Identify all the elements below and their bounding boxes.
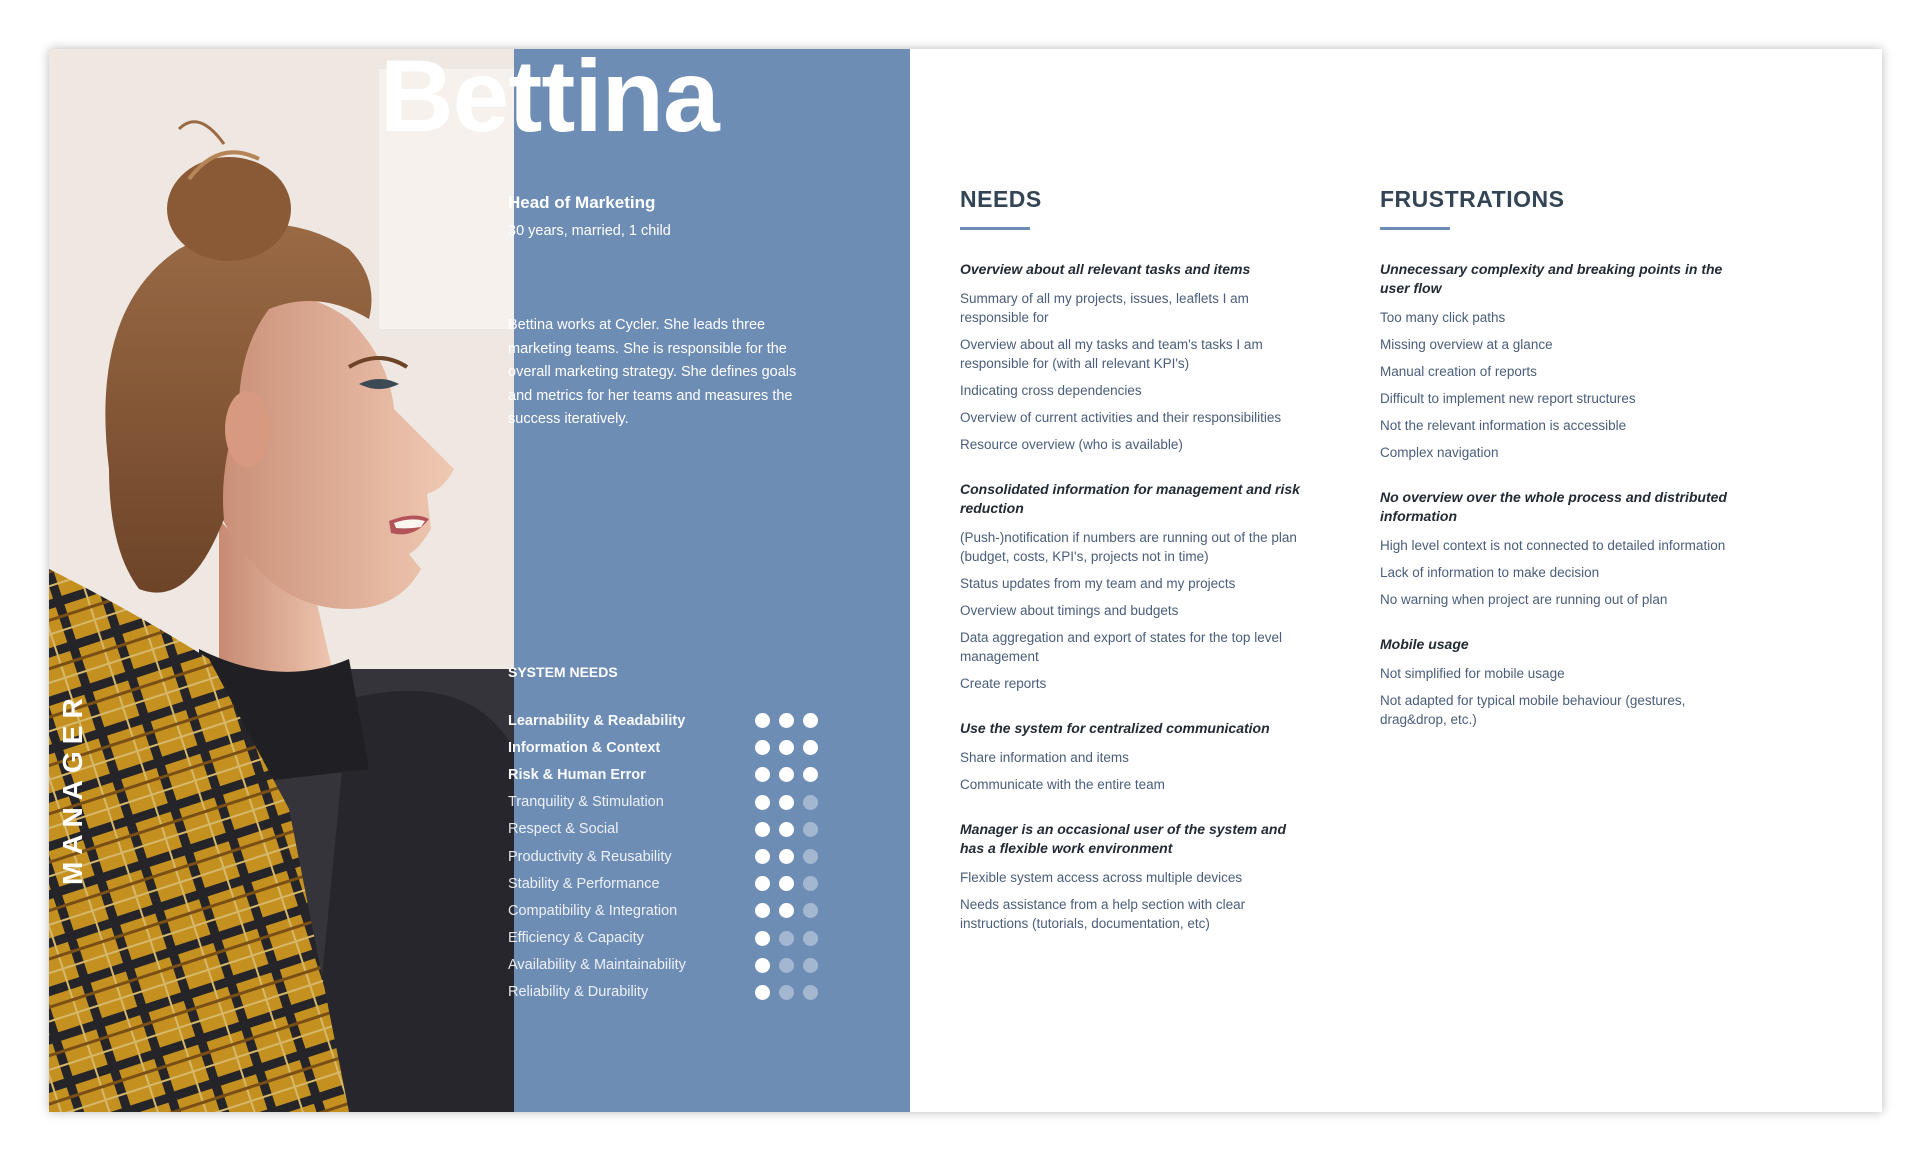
- frustrations-item: No warning when project are running out of plan: [1380, 592, 1668, 607]
- needs-item: Flexible system access across multiple devices: [960, 870, 1243, 885]
- system-need-label: Information & Context: [508, 739, 661, 756]
- frustrations-group-title: Unnecessary complexity and breaking points in the user flow: [1380, 261, 1723, 296]
- rating-dot-empty: [803, 822, 818, 837]
- rating-dot-filled: [755, 822, 770, 837]
- system-need-row: [508, 925, 818, 952]
- system-need-rating: [755, 985, 818, 1000]
- rating-dot-filled: [755, 767, 770, 782]
- needs-heading-underline: [960, 227, 1030, 230]
- rating-dot-filled: [803, 740, 818, 755]
- needs-item: (Push-)notification if numbers are running out of the plan (budget, costs, KPI's, projects not in time): [960, 530, 1297, 564]
- rating-dot-empty: [803, 876, 818, 891]
- frustrations-group-title: Mobile usage: [1380, 636, 1469, 652]
- system-need-label: Learnability & Readability: [508, 712, 686, 729]
- needs-group: [960, 820, 1310, 933]
- rating-dot-empty: [803, 795, 818, 810]
- needs-item: Resource overview (who is available): [960, 437, 1183, 452]
- frustrations-item: Complex navigation: [1380, 445, 1499, 460]
- system-need-row: [508, 707, 818, 734]
- rating-dot-filled: [779, 713, 794, 728]
- frustrations-item: Too many click paths: [1380, 310, 1506, 325]
- rating-dot-filled: [779, 849, 794, 864]
- needs-group-title: Use the system for centralized communication: [960, 720, 1270, 736]
- frustrations-heading-underline: [1380, 227, 1450, 230]
- frustrations-item: Difficult to implement new report structures: [1380, 391, 1636, 406]
- rating-dot-filled: [755, 713, 770, 728]
- system-need-label: Productivity & Reusability: [508, 848, 672, 865]
- needs-item: Data aggregation and export of states for the top level management: [960, 630, 1282, 664]
- needs-group: [960, 719, 1310, 794]
- system-need-row: [508, 761, 818, 788]
- frustrations-item: Not simplified for mobile usage: [1380, 666, 1565, 681]
- needs-item: Summary of all my projects, issues, leaflets I am responsible for: [960, 291, 1249, 325]
- system-need-rating: [755, 767, 818, 782]
- rating-dot-empty: [779, 931, 794, 946]
- needs-column: [960, 186, 1310, 959]
- rating-dot-filled: [755, 740, 770, 755]
- needs-group: [960, 480, 1310, 693]
- system-need-rating: [755, 822, 818, 837]
- rating-dot-filled: [755, 795, 770, 810]
- system-need-row: [508, 897, 818, 924]
- rating-dot-empty: [779, 985, 794, 1000]
- system-need-rating: [755, 740, 818, 755]
- persona-role-label: MANAGER: [57, 691, 88, 885]
- rating-dot-filled: [779, 740, 794, 755]
- system-need-row: [508, 734, 818, 761]
- persona-demographics: 30 years, married, 1 child: [508, 223, 671, 239]
- system-need-row: [508, 870, 818, 897]
- system-need-label: Efficiency & Capacity: [508, 930, 644, 947]
- persona-photo: [49, 49, 514, 1112]
- system-need-row: [508, 952, 818, 979]
- system-need-row: [508, 843, 818, 870]
- frustrations-item: Not the relevant information is accessible: [1380, 418, 1627, 433]
- rating-dot-filled: [755, 876, 770, 891]
- frustrations-column: [1380, 186, 1730, 755]
- system-need-row: [508, 789, 818, 816]
- needs-item: Create reports: [960, 676, 1047, 691]
- system-need-label: Compatibility & Integration: [508, 902, 678, 919]
- rating-dot-filled: [779, 903, 794, 918]
- rating-dot-empty: [803, 849, 818, 864]
- frustrations-group: [1380, 488, 1730, 609]
- rating-dot-empty: [803, 903, 818, 918]
- rating-dot-filled: [755, 958, 770, 973]
- system-need-rating: [755, 795, 818, 810]
- rating-dot-filled: [779, 822, 794, 837]
- needs-heading: NEEDS: [960, 186, 1042, 212]
- rating-dot-empty: [803, 931, 818, 946]
- frustrations-group: [1380, 635, 1730, 729]
- system-need-label: Availability & Maintainability: [508, 957, 686, 974]
- frustrations-item: Not adapted for typical mobile behaviour (gestures, drag&drop, etc.): [1380, 693, 1686, 727]
- needs-item: Overview about all my tasks and team's tasks I am responsible for (with all relevant KPI's): [960, 337, 1263, 371]
- rating-dot-filled: [755, 985, 770, 1000]
- frustrations-groups: [1380, 260, 1730, 729]
- system-needs-list: [508, 707, 818, 1006]
- needs-item: Communicate with the entire team: [960, 777, 1165, 792]
- portrait-illustration: [49, 49, 514, 1112]
- rating-dot-filled: [803, 767, 818, 782]
- system-need-label: Risk & Human Error: [508, 766, 646, 783]
- rating-dot-filled: [755, 903, 770, 918]
- needs-item: Indicating cross dependencies: [960, 383, 1142, 398]
- system-need-rating: [755, 931, 818, 946]
- needs-item: Share information and items: [960, 750, 1129, 765]
- frustrations-item: Manual creation of reports: [1380, 364, 1537, 379]
- needs-item: Overview about timings and budgets: [960, 603, 1179, 618]
- rating-dot-filled: [803, 713, 818, 728]
- persona-name: Bettina: [380, 39, 719, 153]
- system-need-rating: [755, 713, 818, 728]
- needs-item: Needs assistance from a help section with clear instructions (tutorials, documentation, etc): [960, 897, 1246, 931]
- system-need-rating: [755, 876, 818, 891]
- frustrations-heading: FRUSTRATIONS: [1380, 186, 1565, 212]
- system-need-label: Reliability & Durability: [508, 984, 649, 1001]
- rating-dot-filled: [779, 876, 794, 891]
- frustrations-group: [1380, 260, 1730, 462]
- needs-group-title: Manager is an occasional user of the system and has a flexible work environment: [960, 821, 1286, 856]
- needs-group-title: Consolidated information for management and risk reduction: [960, 481, 1300, 516]
- system-need-row: [508, 816, 818, 843]
- system-need-label: Tranquility & Stimulation: [508, 794, 664, 811]
- rating-dot-filled: [779, 795, 794, 810]
- frustrations-group-title: No overview over the whole process and distributed information: [1380, 489, 1727, 524]
- system-needs-title: SYSTEM NEEDS: [508, 664, 618, 680]
- needs-groups: [960, 260, 1310, 933]
- persona-bio: Bettina works at Cycler. She leads three marketing teams. She is responsible for the overall marketing strategy. She defines goals and metrics for her teams and measures the success iteratively.: [508, 317, 797, 427]
- needs-group: [960, 260, 1310, 454]
- persona-job-title: Head of Marketing: [508, 193, 656, 212]
- rating-dot-filled: [755, 931, 770, 946]
- system-need-row: [508, 979, 818, 1006]
- rating-dot-empty: [803, 958, 818, 973]
- frustrations-item: High level context is not connected to detailed information: [1380, 538, 1726, 553]
- needs-item: Status updates from my team and my projects: [960, 576, 1236, 591]
- system-need-rating: [755, 903, 818, 918]
- rating-dot-filled: [779, 767, 794, 782]
- system-need-rating: [755, 958, 818, 973]
- frustrations-item: Missing overview at a glance: [1380, 337, 1553, 352]
- frustrations-item: Lack of information to make decision: [1380, 565, 1600, 580]
- system-need-label: Stability & Performance: [508, 875, 660, 892]
- system-need-label: Respect & Social: [508, 821, 619, 838]
- needs-group-title: Overview about all relevant tasks and items: [960, 261, 1251, 277]
- rating-dot-filled: [755, 849, 770, 864]
- system-need-rating: [755, 849, 818, 864]
- rating-dot-empty: [803, 985, 818, 1000]
- rating-dot-empty: [779, 958, 794, 973]
- needs-item: Overview of current activities and their responsibilities: [960, 410, 1282, 425]
